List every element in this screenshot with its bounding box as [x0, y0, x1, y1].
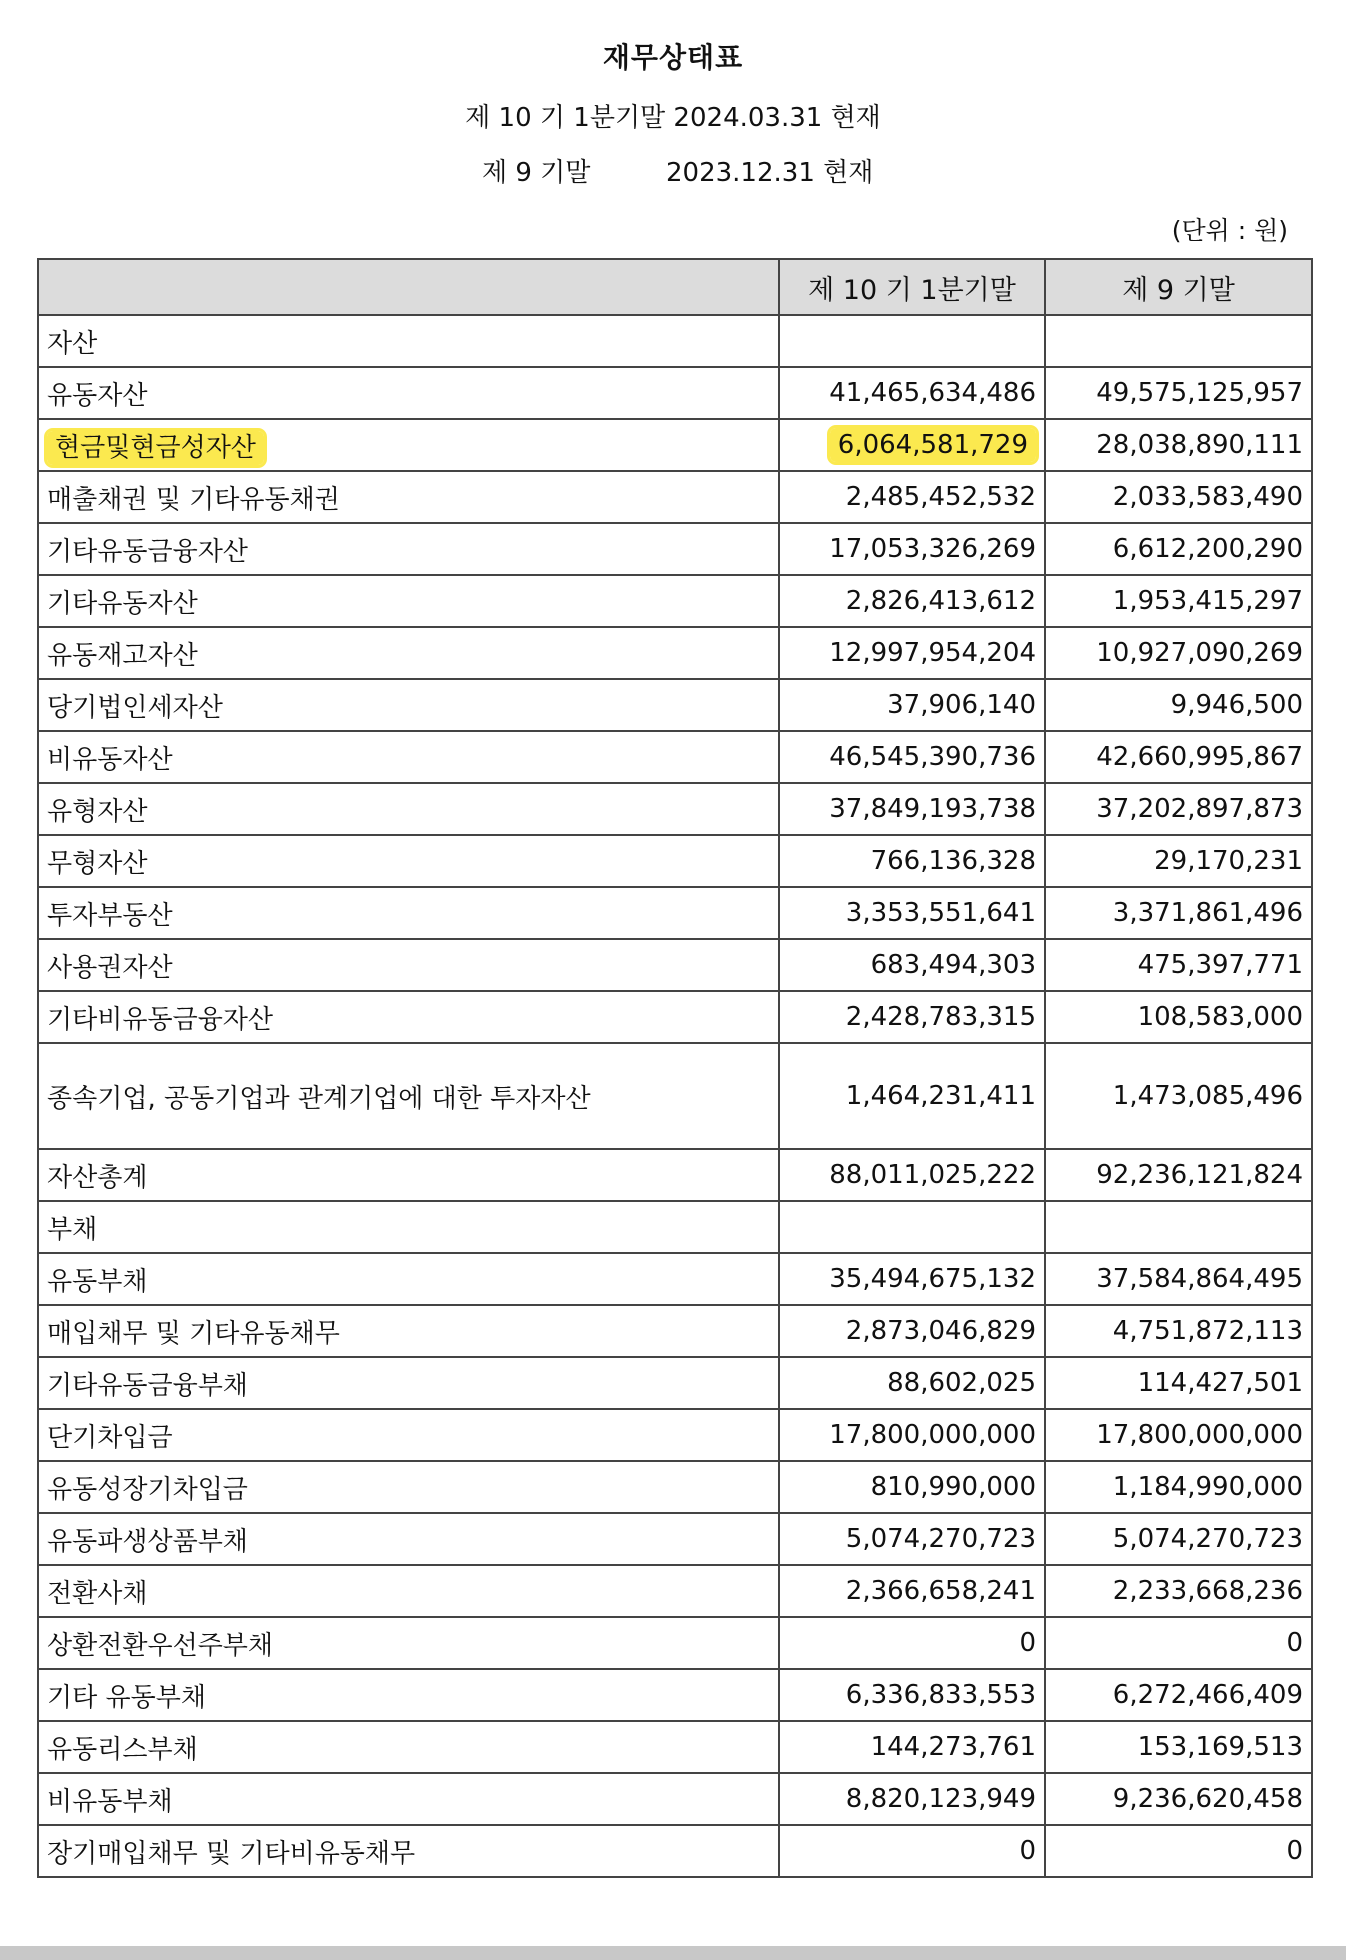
current-value-cell: [779, 367, 1045, 419]
table-row: [38, 991, 1312, 1043]
current-value-cell: [779, 1305, 1045, 1357]
account-cell: [38, 523, 779, 575]
current-value: 2,428,783,315: [845, 1002, 1036, 1032]
account-cell: [38, 1565, 779, 1617]
prior-value-cell: 2,233,668,236: [1045, 1565, 1312, 1617]
prior-value-cell: 1,953,415,297: [1045, 575, 1312, 627]
table-row: [38, 1721, 1312, 1773]
current-value-cell: [779, 783, 1045, 835]
account-label: 매입채무 및 기타유동채무: [47, 1318, 340, 1349]
current-value-cell: [779, 315, 1045, 367]
account-label: 전환사채: [47, 1578, 148, 1609]
unit-label: (단위 : 원): [1171, 216, 1288, 245]
account-cell: [38, 1721, 779, 1773]
current-value-cell: [779, 1461, 1045, 1513]
account-cell: [38, 1305, 779, 1357]
balance-sheet-table: [37, 258, 1313, 1878]
current-value: 144,273,761: [870, 1732, 1036, 1762]
table-row: [38, 419, 1312, 471]
account-label: 자산총계: [47, 1162, 148, 1193]
current-value: 88,011,025,222: [829, 1160, 1036, 1190]
account-label: 기타유동금융부채: [47, 1370, 248, 1401]
account-label: 비유동자산: [47, 744, 173, 775]
prior-value-cell: 5,074,270,723: [1045, 1513, 1312, 1565]
account-cell: [38, 575, 779, 627]
table-row: [38, 1149, 1312, 1201]
current-value-cell: [779, 1043, 1045, 1149]
prior-value-cell: 475,397,771: [1045, 939, 1312, 991]
account-cell: [38, 1513, 779, 1565]
account-cell: [38, 1201, 779, 1253]
account-label: 유동재고자산: [47, 640, 198, 671]
table-row: [38, 1617, 1312, 1669]
current-value: 766,136,328: [870, 846, 1036, 876]
table-row: [38, 1201, 1312, 1253]
current-value-cell: [779, 679, 1045, 731]
current-value: 37,906,140: [887, 690, 1036, 720]
prior-value-cell: 17,800,000,000: [1045, 1409, 1312, 1461]
account-cell: [38, 419, 779, 471]
current-value-cell: [779, 1357, 1045, 1409]
current-value: 3,353,551,641: [845, 898, 1036, 928]
account-label: 종속기업, 공동기업과 관계기업에 대한 투자자산: [47, 1083, 591, 1114]
current-value-cell: [779, 471, 1045, 523]
header-current-period: 제 10 기 1분기말: [779, 259, 1045, 315]
period-current: 제 10 기 1분기말 2024.03.31 현재: [465, 103, 881, 133]
prior-value-cell: 28,038,890,111: [1045, 419, 1312, 471]
prior-value-cell: 10,927,090,269: [1045, 627, 1312, 679]
current-value-cell: [779, 1201, 1045, 1253]
table-row: [38, 679, 1312, 731]
prior-value-cell: 0: [1045, 1825, 1312, 1877]
current-value: 41,465,634,486: [829, 378, 1036, 408]
account-label: 장기매입채무 및 기타비유동채무: [47, 1838, 416, 1869]
current-value-cell: [779, 523, 1045, 575]
header-prior-period: 제 9 기말: [1045, 259, 1312, 315]
current-value: 8,820,123,949: [845, 1784, 1036, 1814]
account-cell: [38, 1253, 779, 1305]
table-row: [38, 1043, 1312, 1149]
current-value-cell: [779, 575, 1045, 627]
current-value-cell: [779, 627, 1045, 679]
account-cell: [38, 1409, 779, 1461]
table-row: [38, 1825, 1312, 1877]
account-cell: [38, 1825, 779, 1877]
account-cell: [38, 939, 779, 991]
account-label: 무형자산: [47, 848, 148, 879]
account-label: 기타 유동부채: [47, 1682, 206, 1713]
account-cell: [38, 1461, 779, 1513]
account-label: 유형자산: [47, 796, 148, 827]
statement-title: 재무상태표: [602, 41, 744, 74]
prior-value-cell: [1045, 1201, 1312, 1253]
current-value: 0: [1019, 1836, 1036, 1866]
prior-value-cell: 153,169,513: [1045, 1721, 1312, 1773]
account-label: 유동성장기차입금: [47, 1474, 248, 1505]
table-body: [38, 315, 1312, 1877]
table-row: [38, 1409, 1312, 1461]
account-label: 기타유동금융자산: [47, 536, 248, 567]
account-label: 매출채권 및 기타유동채권: [47, 484, 340, 515]
table-header-row: [38, 259, 1312, 315]
current-value: 2,485,452,532: [845, 482, 1036, 512]
account-cell: [38, 1669, 779, 1721]
current-value-cell: [779, 939, 1045, 991]
current-value: 1,464,231,411: [845, 1081, 1036, 1111]
prior-value-cell: 49,575,125,957: [1045, 367, 1312, 419]
account-cell: [38, 679, 779, 731]
account-label: 유동파생상품부채: [47, 1526, 248, 1557]
current-value: 683,494,303: [870, 950, 1036, 980]
prior-value-cell: 29,170,231: [1045, 835, 1312, 887]
current-value: 2,873,046,829: [845, 1316, 1036, 1346]
account-label: 투자부동산: [47, 900, 173, 931]
table-row: [38, 575, 1312, 627]
prior-value-cell: 1,184,990,000: [1045, 1461, 1312, 1513]
table-row: [38, 939, 1312, 991]
prior-value-cell: 6,612,200,290: [1045, 523, 1312, 575]
current-value-cell: [779, 731, 1045, 783]
account-cell: [38, 1149, 779, 1201]
table-row: [38, 1565, 1312, 1617]
table-row: [38, 315, 1312, 367]
current-value-cell: [779, 1617, 1045, 1669]
prior-value-cell: 114,427,501: [1045, 1357, 1312, 1409]
current-value: 6,064,581,729: [830, 428, 1036, 462]
table-row: [38, 1513, 1312, 1565]
account-cell: [38, 315, 779, 367]
current-value: 12,997,954,204: [829, 638, 1036, 668]
current-value-cell: [779, 1669, 1045, 1721]
current-value: 37,849,193,738: [829, 794, 1036, 824]
current-value: 88,602,025: [887, 1368, 1036, 1398]
current-value-cell: [779, 419, 1045, 471]
table-row: [38, 1773, 1312, 1825]
current-value: 6,336,833,553: [845, 1680, 1036, 1710]
current-value-cell: [779, 835, 1045, 887]
account-cell: [38, 367, 779, 419]
period-prior-date: 2023.12.31 현재: [666, 158, 874, 188]
account-label: 당기법인세자산: [47, 692, 223, 723]
current-value-cell: [779, 1513, 1045, 1565]
account-label: 비유동부채: [47, 1786, 173, 1817]
account-cell: [38, 835, 779, 887]
prior-value-cell: 6,272,466,409: [1045, 1669, 1312, 1721]
prior-value-cell: 108,583,000: [1045, 991, 1312, 1043]
current-value-cell: [779, 1565, 1045, 1617]
current-value-cell: [779, 991, 1045, 1043]
current-value-cell: [779, 1253, 1045, 1305]
table-row: [38, 627, 1312, 679]
prior-value-cell: 92,236,121,824: [1045, 1149, 1312, 1201]
table-row: [38, 731, 1312, 783]
table-row: [38, 1357, 1312, 1409]
account-cell: [38, 627, 779, 679]
table-row: [38, 367, 1312, 419]
account-label: 기타비유동금융자산: [47, 1004, 274, 1035]
table-row: [38, 1253, 1312, 1305]
account-cell: [38, 1357, 779, 1409]
account-label: 현금및현금성자산: [47, 431, 264, 465]
table-row: [38, 887, 1312, 939]
account-cell: [38, 471, 779, 523]
account-label: 기타유동자산: [47, 588, 198, 619]
table-row: [38, 1461, 1312, 1513]
current-value: 0: [1019, 1628, 1036, 1658]
current-value: 2,366,658,241: [845, 1576, 1036, 1606]
current-value: 17,800,000,000: [829, 1420, 1036, 1450]
table-row: [38, 835, 1312, 887]
current-value: 46,545,390,736: [829, 742, 1036, 772]
current-value-cell: [779, 1773, 1045, 1825]
current-value-cell: [779, 1721, 1045, 1773]
table-row: [38, 1669, 1312, 1721]
current-value-cell: [779, 1409, 1045, 1461]
current-value: 35,494,675,132: [829, 1264, 1036, 1294]
period-prior-label: 제 9 기말: [482, 158, 591, 188]
current-value: 2,826,413,612: [845, 586, 1036, 616]
current-value: 17,053,326,269: [829, 534, 1036, 564]
prior-value-cell: 2,033,583,490: [1045, 471, 1312, 523]
account-label: 부채: [47, 1214, 98, 1245]
prior-value-cell: 4,751,872,113: [1045, 1305, 1312, 1357]
account-label: 자산: [47, 328, 98, 359]
current-value-cell: [779, 887, 1045, 939]
prior-value-cell: 0: [1045, 1617, 1312, 1669]
account-cell: [38, 1617, 779, 1669]
table-row: [38, 1305, 1312, 1357]
account-label: 단기차입금: [47, 1422, 173, 1453]
account-cell: [38, 1043, 779, 1149]
current-value-cell: [779, 1825, 1045, 1877]
account-cell: [38, 887, 779, 939]
account-label: 유동부채: [47, 1266, 148, 1297]
account-cell: [38, 991, 779, 1043]
prior-value-cell: 1,473,085,496: [1045, 1043, 1312, 1149]
table-row: [38, 523, 1312, 575]
account-cell: [38, 783, 779, 835]
account-label: 사용권자산: [47, 952, 173, 983]
prior-value-cell: 37,584,864,495: [1045, 1253, 1312, 1305]
prior-value-cell: 9,946,500: [1045, 679, 1312, 731]
account-label: 유동자산: [47, 380, 148, 411]
account-cell: [38, 731, 779, 783]
table-row: [38, 783, 1312, 835]
current-value: 5,074,270,723: [845, 1524, 1036, 1554]
account-label: 상환전환우선주부채: [47, 1630, 274, 1661]
account-label: 유동리스부채: [47, 1734, 198, 1765]
current-value: 810,990,000: [870, 1472, 1036, 1502]
prior-value-cell: 3,371,861,496: [1045, 887, 1312, 939]
header-account: [38, 259, 779, 315]
horizontal-scrollbar[interactable]: [0, 1946, 1346, 1960]
current-value-cell: [779, 1149, 1045, 1201]
table-row: [38, 471, 1312, 523]
prior-value-cell: [1045, 315, 1312, 367]
prior-value-cell: 42,660,995,867: [1045, 731, 1312, 783]
account-cell: [38, 1773, 779, 1825]
prior-value-cell: 37,202,897,873: [1045, 783, 1312, 835]
prior-value-cell: 9,236,620,458: [1045, 1773, 1312, 1825]
